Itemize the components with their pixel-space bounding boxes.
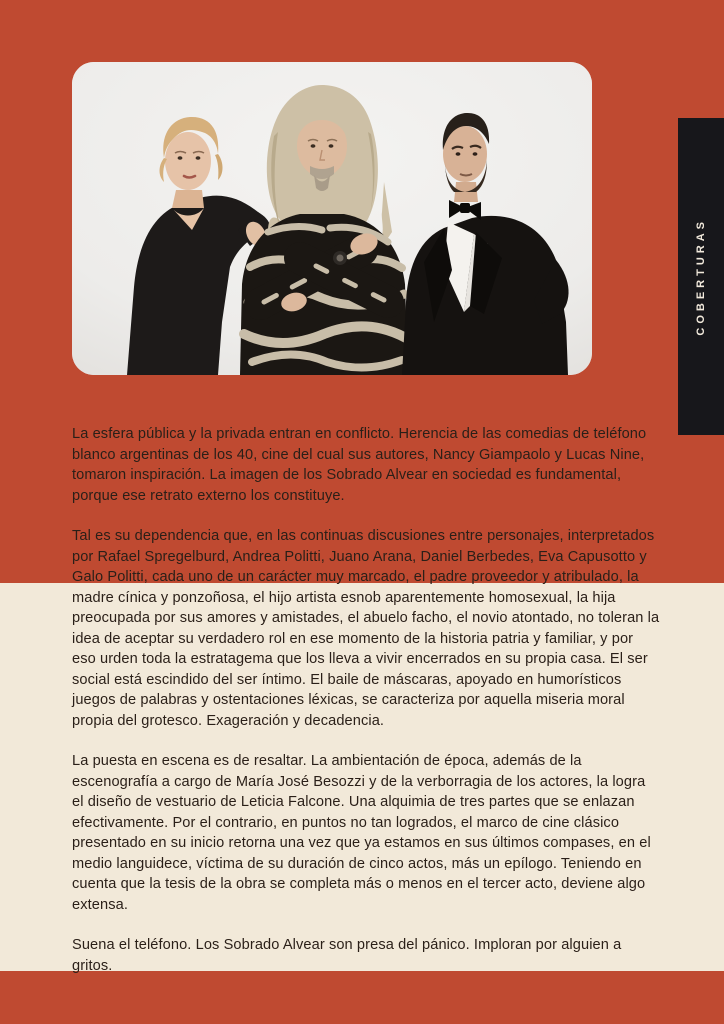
cast-photo-illustration: [72, 62, 592, 375]
section-tab-coberturas: [678, 118, 724, 435]
article-body: [72, 424, 660, 976]
cast-photo: [72, 62, 592, 375]
red-background-bottom: [0, 971, 724, 1024]
article-paragraph-4: Suena el teléfono. Los Sobrado Alvear son presa del pánico. Imploran por alguien a gritos.: [72, 937, 622, 974]
article-paragraph-2: Tal es su dependencia que, en las continuas discusiones entre personajes, interpretados por Rafael Spregelburd, Andrea Politti, Juano Arana, Daniel Berbedes, Eva Capusotto y Galo Politti, cada uno de un carácter muy marcado, el padre proveedor y atribulado, la madre cínica y ponzoñosa, el hijo artista esnob aparentemente homosexual, la hija preocupada por sus amores y amistades, el abuelo facho, el novio atontado, no toleran la idea de aceptar su verdadero rol en ese momento de la historia patria y familiar, y por eso urden toda la estratagema que los lleva a vivir encerrados en su propia casa. El ser social está escindido del ser íntimo. El baile de máscaras, apoyado en humorísticos juegos de palabras y ostentaciones léxicas, se caracteriza por aquella miseria moral propia del grotesco. Exageración y decadencia.: [72, 528, 660, 729]
section-tab-label: COBERTURAS: [695, 217, 707, 336]
article-paragraph-3: La puesta en escena es de resaltar. La ambientación de época, además de la escenografía a cargo de María José Besozzi y de la verborragia de los actores, la logra el diseño de vestuario de Leticia Falcone. Una alquimia de tres partes que se enlazan efectivamente. Por el contrario, en puntos no tan logrados, el marco de cine clásico presentado en su inicio retorna una vez que ya estamos en sus últimos compases, en el medio languidece, víctima de su duración de cinco actos, más un epílogo. Teniendo en cuenta que la tesis de la obra se completa más o menos en el tercer acto, deviene algo extensa.: [72, 753, 651, 913]
article-paragraph-1: La esfera pública y la privada entran en conflicto. Herencia de las comedias de teléfono blanco argentinas de los 40, cine del cual sus autores, Nancy Giampaolo y Lucas Nine, tomaron inspiración. La imagen de los Sobrado Alvear en sociedad es fundamental, porque ese retrato externo los constituye.: [72, 426, 647, 504]
